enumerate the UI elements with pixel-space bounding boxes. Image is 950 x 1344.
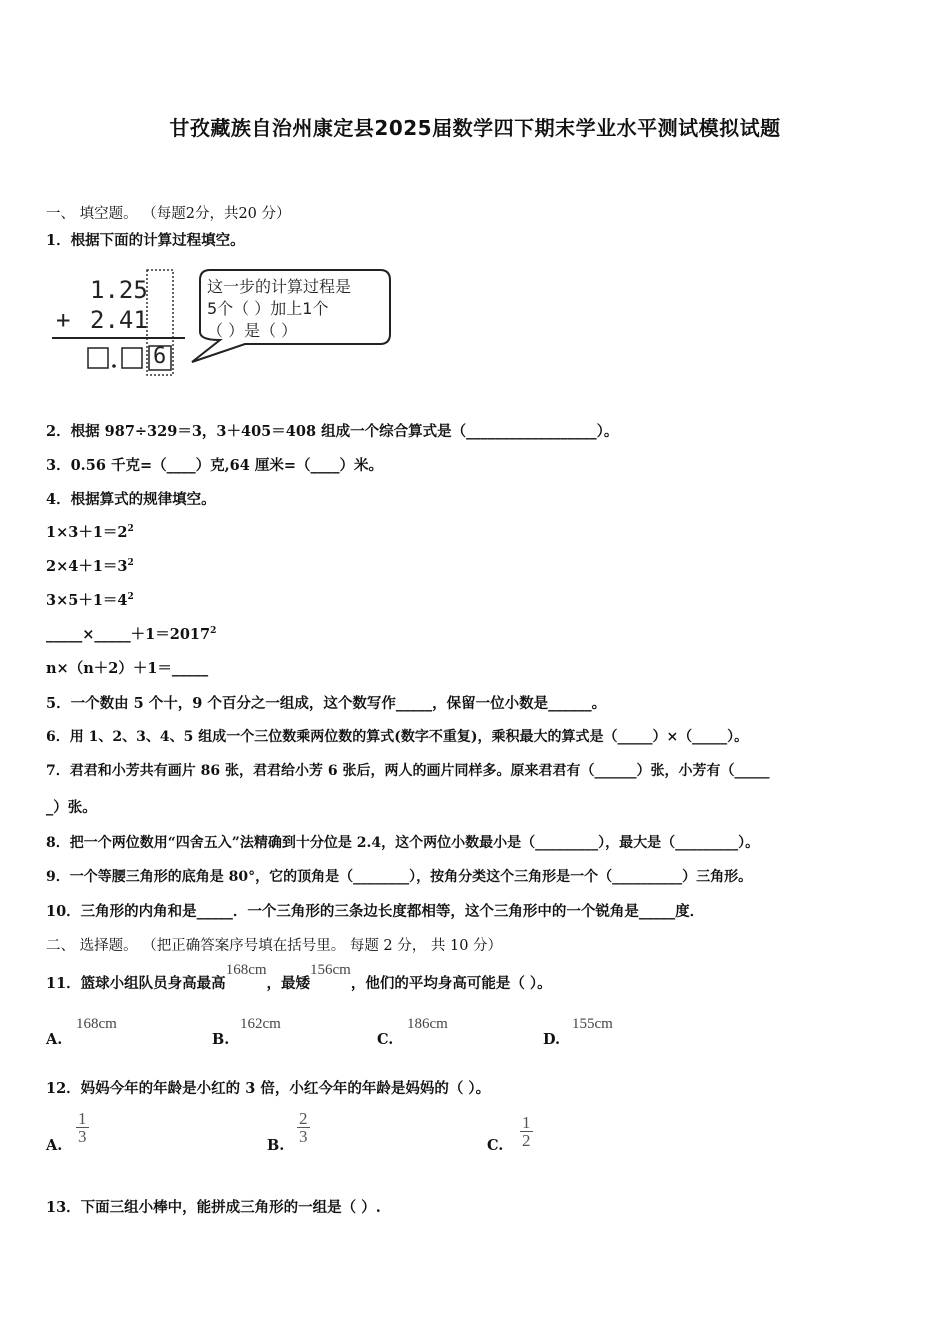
decimal-point — [112, 364, 116, 368]
calculation-figure — [50, 262, 400, 382]
question-4: 4．根据算式的规律填空。 — [46, 491, 216, 508]
question-9: 9．一个等腰三角形的底角是 80°，它的顶角是（________），按角分类这个三角形是一个（__________）三角形。 — [46, 869, 753, 885]
addend-1: 1.25 — [90, 276, 148, 304]
question-4-line-1 — [46, 521, 134, 542]
q11-option-c-value: 186cm — [407, 1016, 448, 1032]
q12-option-c-fraction — [520, 1114, 533, 1149]
result-digit: 6 — [153, 344, 167, 369]
q11-text-c: ，他们的平均身高可能是（ ）。 — [350, 975, 552, 992]
q4-line-3-text: 3×5＋1＝4 — [46, 592, 128, 609]
page-title: 甘孜藏族自治州康定县2025届数学四下期末学业水平测试模拟试题 — [169, 116, 781, 140]
addend-2: 2.41 — [90, 306, 148, 334]
bubble-line-3: （ ）是（ ） — [207, 321, 298, 340]
square-exponent: 2 — [210, 626, 217, 637]
q11-option-d-label[interactable]: D. — [543, 1031, 561, 1048]
square-exponent: 2 — [127, 524, 134, 535]
question-8: 8．把一个两位数用“四舍五入”法精确到十分位是 2.4，这个两位小数最小是（_________），最大是（_________）。 — [46, 835, 760, 851]
question-5: 5．一个数由 5 个十，9 个百分之一组成，这个数写作_____，保留一位小数是______。 — [46, 695, 607, 712]
plus-sign: + — [56, 306, 71, 334]
numerator: 2 — [299, 1109, 308, 1128]
q11-option-a-label[interactable]: A. — [46, 1031, 63, 1048]
bubble-line-1: 这一步的计算过程是 — [207, 277, 352, 296]
question-12: 12．妈妈今年的年龄是小红的 3 倍，小红今年的年龄是妈妈的（ ）。 — [46, 1080, 491, 1097]
question-6: 6．用 1、2、3、4、5 组成一个三位数乘两位数的算式(数字不重复)，乘积最大的算式是（_____）×（_____）。 — [46, 729, 749, 745]
q12-option-b-fraction — [297, 1110, 310, 1145]
question-10: 10．三角形的内角和是_____．一个三角形的三条边长度都相等，这个三角形中的一个锐角是_____度． — [46, 903, 705, 920]
numerator: 1 — [78, 1109, 87, 1128]
question-7: 7．君君和小芳共有画片 86 张，君君给小芳 6 张后，两人的画片同样多。原来君君有（______）张，小芳有（_____ — [46, 763, 770, 779]
q11-min-height: 156cm — [310, 962, 351, 978]
question-4-line-4 — [46, 623, 216, 644]
question-3: 3．0.56 千克=（____）克,64 厘米=（____）米。 — [46, 457, 384, 474]
q12-option-c-label[interactable]: C. — [487, 1137, 504, 1154]
blank-box-tenths — [122, 348, 142, 368]
q12-option-a-label[interactable]: A. — [46, 1137, 63, 1154]
q11-option-c-label[interactable]: C. — [377, 1031, 394, 1048]
denominator: 3 — [78, 1127, 87, 1146]
q11-option-b-value: 162cm — [240, 1016, 281, 1032]
denominator: 3 — [299, 1127, 308, 1146]
q11-text-a: 11．篮球小组队员身高最高 — [46, 975, 226, 992]
section-heading-fill-in: 一、 填空题。 （每题2分，共20 分） — [46, 206, 291, 222]
question-11 — [46, 958, 552, 998]
q11-max-height: 168cm — [225, 962, 267, 978]
question-4-line-5: n×（n＋2）＋1＝_____ — [46, 660, 209, 677]
blank-box-ones — [88, 348, 108, 368]
question-7-continued: _）张。 — [46, 799, 97, 816]
question-1: 1．根据下面的计算过程填空。 — [46, 232, 245, 249]
q12-option-a-fraction — [76, 1110, 89, 1145]
q11-option-a-value: 168cm — [76, 1016, 117, 1032]
square-exponent: 2 — [127, 558, 134, 569]
q12-option-b-label[interactable]: B. — [267, 1137, 285, 1154]
q11-option-b-label[interactable]: B. — [212, 1031, 230, 1048]
denominator: 2 — [522, 1131, 531, 1150]
question-13: 13．下面三组小棒中，能拼成三角形的一组是（ ）. — [46, 1199, 381, 1216]
q11-option-d-value: 155cm — [572, 1016, 613, 1032]
bubble-line-2: 5个（ ）加上1个 — [207, 299, 329, 318]
q4-line-2-text: 2×4＋1＝3 — [46, 558, 128, 575]
square-exponent: 2 — [127, 592, 134, 603]
q4-line-1-text: 1×3＋1＝2 — [46, 524, 128, 541]
question-4-line-2 — [46, 555, 134, 576]
question-2: 2．根据 987÷329＝3，3＋405＝408 组成一个综合算式是（__________________）。 — [46, 423, 619, 440]
section-heading-multiple-choice: 二、 选择题。 （把正确答案序号填在括号里。 每题 2 分， 共 10 分） — [46, 938, 503, 954]
numerator: 1 — [522, 1113, 531, 1132]
question-4-line-3 — [46, 589, 134, 610]
q11-text-b: ，最矮 — [266, 975, 311, 992]
q4-line-4-text: _____×_____＋1＝2017 — [46, 626, 211, 643]
